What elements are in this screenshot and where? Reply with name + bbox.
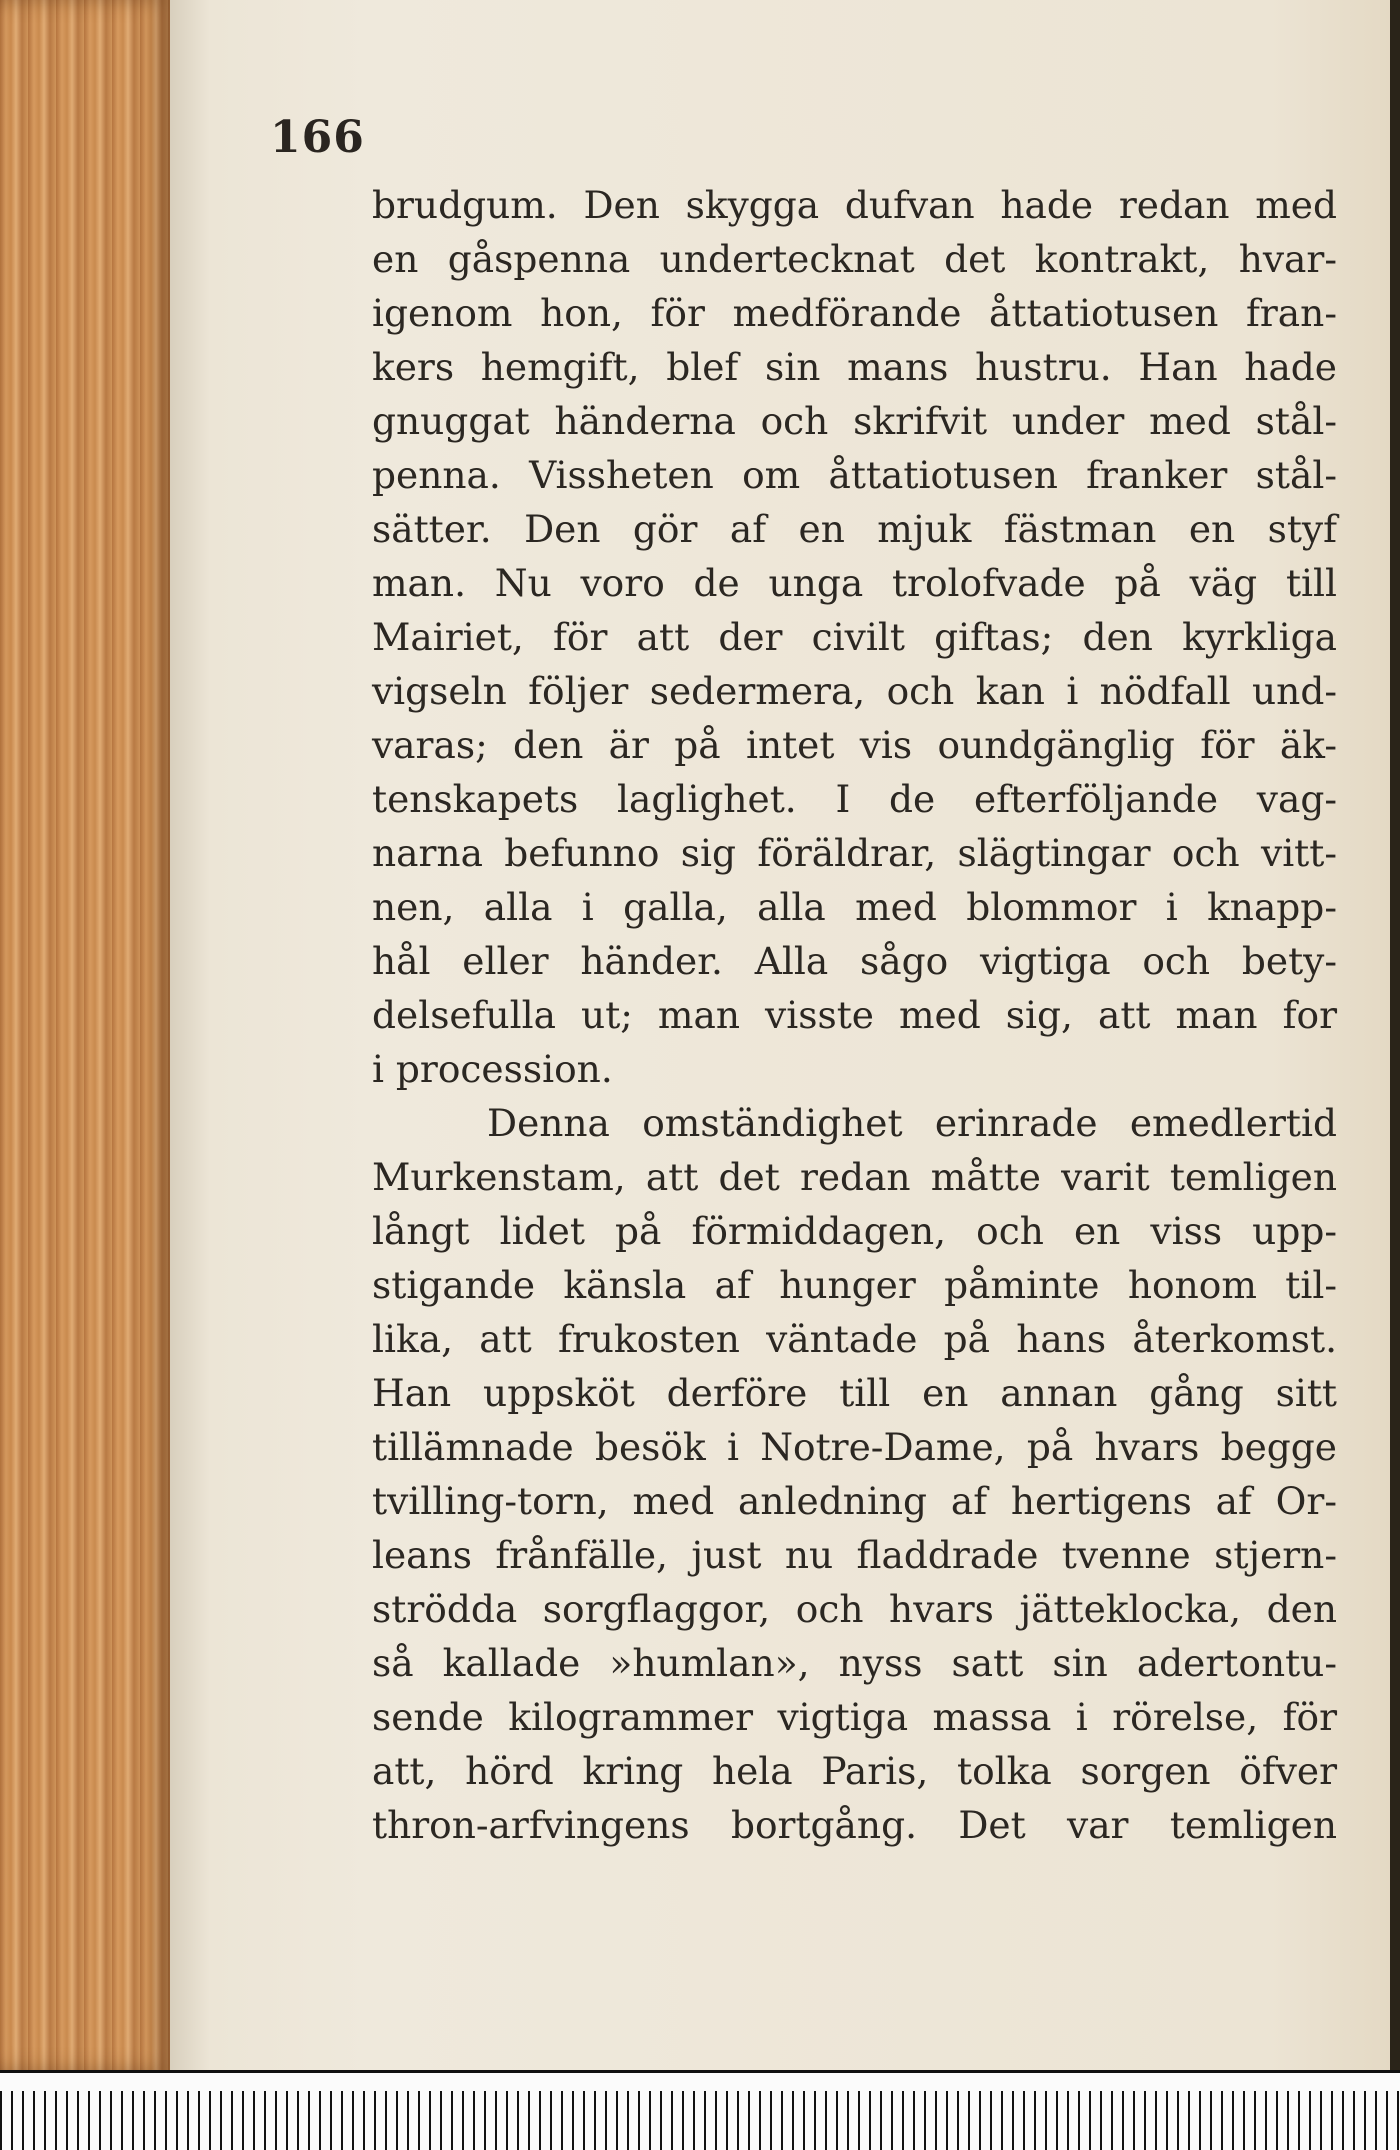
body-text <box>372 178 1337 1852</box>
page-number: 166 <box>270 112 365 163</box>
text-line: sätter. Den gör af en mjuk fästman en styf <box>372 507 1337 551</box>
text-line: igenom hon, för medförande åttatiotusen fran- <box>372 291 1337 335</box>
text-line: varas; den är på intet vis oundgänglig för äk- <box>372 723 1337 767</box>
text-line: att, hörd kring hela Paris, tolka sorgen öfver <box>372 1749 1337 1793</box>
text-line: tenskapets laglighet. I de efterföljande vag- <box>372 777 1337 821</box>
text-line: nen, alla i galla, alla med blommor i knapp- <box>372 885 1337 929</box>
text-line: brudgum. Den skygga dufvan hade redan med <box>372 183 1337 227</box>
page-right-edge <box>1390 0 1400 2070</box>
text-line: Murkenstam, att det redan måtte varit temligen <box>372 1155 1337 1199</box>
text-line: stigande känsla af hunger påminte honom til- <box>372 1263 1337 1307</box>
text-line: så kallade »humlan», nyss satt sin adertontu- <box>372 1641 1337 1685</box>
text-line: långt lidet på förmiddagen, och en viss upp- <box>372 1209 1337 1253</box>
text-line: kers hemgift, blef sin mans hustru. Han hade <box>372 345 1337 389</box>
paragraph-start-line: Denna omständighet erinrade emedlertid <box>487 1101 1337 1145</box>
text-line: hål eller händer. Alla sågo vigtiga och bety- <box>372 939 1337 983</box>
text-line: en gåspenna undertecknat det kontrakt, hvar- <box>372 237 1337 281</box>
text-line: Mairiet, för att der civilt giftas; den kyrkliga <box>372 615 1337 659</box>
ruler-ticks <box>0 2091 1400 2150</box>
text-line: vigseln följer sedermera, och kan i nödfall und- <box>372 669 1337 713</box>
text-line: i procession. <box>372 1047 613 1091</box>
text-line: leans frånfälle, just nu fladdrade tvenne stjern- <box>372 1533 1337 1577</box>
text-line: lika, att frukosten väntade på hans återkomst. <box>372 1317 1337 1361</box>
text-line: narna befunno sig föräldrar, slägtingar och vitt- <box>372 831 1337 875</box>
text-line: man. Nu voro de unga trolofvade på väg till <box>372 561 1337 605</box>
text-line: delsefulla ut; man visste med sig, att man for <box>372 993 1337 1037</box>
scan-ruler <box>0 2070 1400 2150</box>
text-line: tvilling-torn, med anledning af hertigens af Or- <box>372 1479 1337 1523</box>
text-line: penna. Vissheten om åttatiotusen franker stål- <box>372 453 1337 497</box>
text-line: Han uppsköt derföre till en annan gång sitt <box>372 1371 1337 1415</box>
text-line: thron-arfvingens bortgång. Det var temligen <box>372 1803 1337 1847</box>
text-line: gnuggat händerna och skrifvit under med stål- <box>372 399 1337 443</box>
text-line: tillämnade besök i Notre-Dame, på hvars begge <box>372 1425 1337 1469</box>
book-page-edges <box>0 0 170 2070</box>
text-line: strödda sorgflaggor, och hvars jätteklocka, den <box>372 1587 1337 1631</box>
text-line: sende kilogrammer vigtiga massa i rörelse, för <box>372 1695 1337 1739</box>
